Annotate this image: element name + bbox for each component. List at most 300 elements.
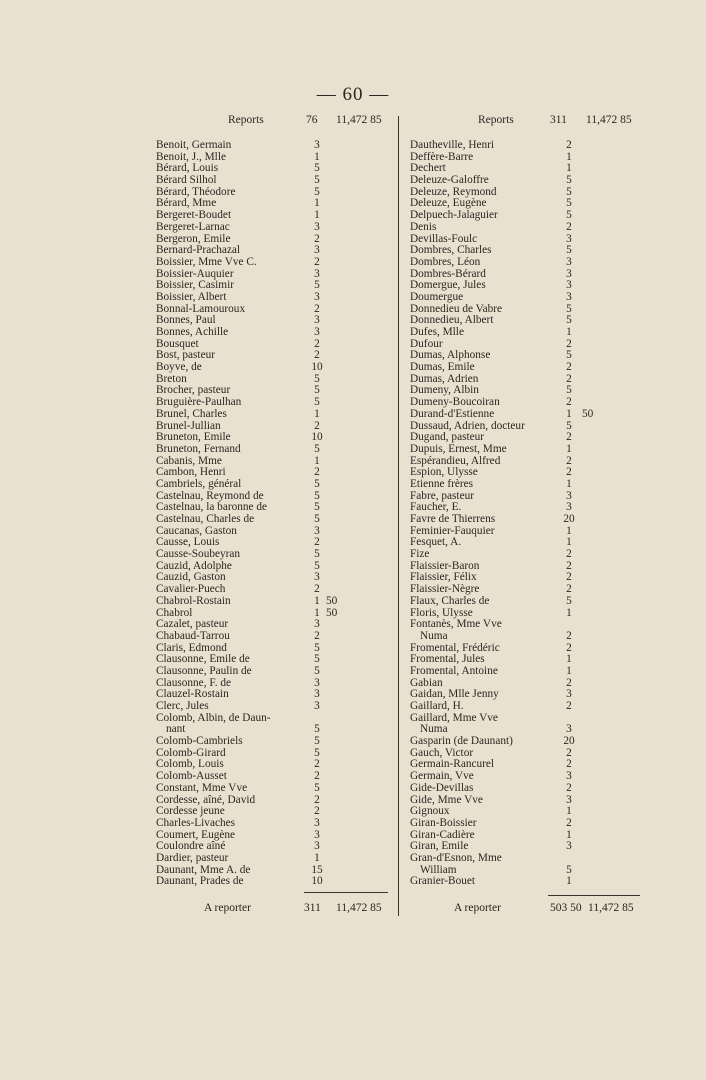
subscriber-name: Gauch, Victor — [410, 746, 474, 759]
subscriber-name: Claris, Edmond — [156, 641, 227, 654]
subscriber-row — [410, 514, 642, 526]
subscriber-name: Germain, Vve — [410, 770, 474, 783]
subscriber-row — [156, 783, 390, 795]
subscription-francs: 5 — [314, 279, 320, 292]
subscription-francs: 3 — [314, 571, 320, 584]
subscriber-name: Faucher, E. — [410, 501, 462, 514]
subscription-francs: 2 — [566, 746, 572, 759]
subscriber-name: Fromental, Frédéric — [410, 641, 500, 654]
subscription-francs: 5 — [314, 653, 320, 666]
subscriber-name: Gabian — [410, 676, 443, 689]
subscription-francs: 2 — [566, 431, 572, 444]
subscription-francs: 3 — [314, 220, 320, 233]
subscription-francs: 1 — [566, 524, 572, 537]
subscription-francs: 3 — [314, 828, 320, 841]
left-footer-total: 11,472 85 — [336, 902, 382, 914]
subscription-francs: 2 — [566, 361, 572, 374]
subscriber-name: Dechert — [410, 162, 446, 175]
subscriber-name: Gaillard, H. — [410, 700, 464, 712]
subscriber-name: Fabre, pasteur — [410, 489, 474, 502]
subscription-francs: 5 — [314, 641, 320, 654]
left-header-count: 76 — [306, 114, 318, 126]
subscription-francs: 1 — [314, 606, 320, 619]
subscriber-row — [156, 549, 390, 561]
subscriber-name: Brocher, pasteur — [156, 384, 231, 397]
subscription-francs: 5 — [566, 384, 572, 397]
subscription-centimes: 50 — [326, 594, 338, 607]
subscription-francs: 1 — [566, 407, 572, 420]
subscription-francs: 20 — [563, 513, 575, 525]
subscription-francs: 10 — [311, 875, 323, 888]
left-header-total: 11,472 85 — [336, 114, 382, 126]
subscription-francs: 3 — [314, 267, 320, 280]
subscriber-name: Feminier-Fauquier — [410, 524, 495, 537]
subscription-francs: 5 — [314, 746, 320, 759]
subscription-francs: 1 — [566, 536, 572, 549]
subscription-francs: 2 — [314, 302, 320, 315]
subscription-francs: 2 — [566, 700, 572, 712]
subscriber-row — [410, 549, 642, 561]
subscriber-name: Bergeret-Boudet — [156, 209, 232, 222]
subscriber-row — [156, 409, 390, 421]
subscriber-row — [410, 210, 642, 222]
subscription-francs: 2 — [566, 629, 572, 642]
subscription-francs: 20 — [563, 735, 575, 748]
subscriber-name: Charles-Livaches — [156, 816, 236, 829]
subscriber-row — [156, 362, 390, 374]
subscriber-name: Dumeny-Boucoiran — [410, 396, 500, 409]
subscription-francs: 15 — [311, 863, 323, 876]
subscription-francs: 5 — [566, 302, 572, 315]
subscriber-row — [410, 666, 642, 678]
subscriber-name: Causse, Louis — [156, 536, 220, 549]
subscriber-name: Espérandieu, Alfred — [410, 454, 501, 467]
subscriber-name: Breton — [156, 372, 187, 385]
subscription-francs: 5 — [566, 314, 572, 327]
subscription-francs: 5 — [314, 442, 320, 455]
subscription-francs: 1 — [566, 653, 572, 666]
right-header-label: Reports — [478, 114, 514, 126]
subscriber-name: Castelnau, la baronne de — [156, 501, 268, 514]
subscription-francs: 1 — [566, 805, 572, 818]
subscription-francs: 2 — [566, 571, 572, 584]
subscriber-name: Dumeny, Albin — [410, 384, 479, 397]
subscription-francs: 3 — [314, 314, 320, 327]
subscriber-name: Colomb, Albin, de Daun- — [156, 711, 271, 724]
subscription-francs: 5 — [566, 244, 572, 257]
subscription-francs: 3 — [566, 255, 572, 268]
subscriber-row — [410, 222, 642, 234]
subscriber-name: Dumas, Alphonse — [410, 349, 491, 362]
subscriber-name: Cauzid, Adolphe — [156, 559, 232, 572]
subscriber-row — [410, 175, 642, 187]
subscriber-row — [156, 666, 390, 678]
subscriber-name: Denis — [410, 220, 437, 233]
subscription-francs: 5 — [314, 559, 320, 572]
subscriber-name: Bruneton, Fernand — [156, 442, 241, 455]
subscription-francs: 5 — [566, 419, 572, 432]
subscriber-name: nant — [166, 723, 186, 736]
subscription-francs: 2 — [314, 466, 320, 479]
subscription-francs: 2 — [566, 454, 572, 467]
subscriber-name: Fontanès, Mme Vve — [410, 618, 502, 631]
subscription-francs: 2 — [566, 641, 572, 654]
subscriber-name: Cordesse, aîné, David — [156, 793, 256, 806]
subscription-francs: 1 — [566, 875, 572, 888]
subscription-francs: 1 — [566, 326, 572, 338]
subscriber-name: Cavalier-Puech — [156, 583, 226, 596]
subscriber-name: Bruneton, Emile — [156, 431, 231, 444]
subscription-francs: 2 — [314, 349, 320, 362]
subscription-francs: 1 — [566, 664, 572, 677]
subscriber-name: Deffère-Barre — [410, 150, 474, 163]
subscription-francs: 1 — [314, 150, 320, 163]
subscriber-name: Clausonne, Emile de — [156, 653, 250, 666]
subscriber-name: Deleuze-Galoffre — [410, 174, 489, 187]
subscriber-name: Causse-Soubeyran — [156, 548, 241, 561]
subscription-francs: 3 — [314, 618, 320, 631]
subscriber-name: Gide-Devillas — [410, 781, 474, 794]
subscriber-name: Numa — [420, 629, 448, 642]
subscription-francs: 2 — [566, 139, 572, 151]
subscription-francs: 5 — [314, 384, 320, 397]
subscription-francs: 2 — [566, 372, 572, 385]
left-footer-count: 311 — [304, 902, 321, 914]
subscriber-name: Boissier, Mme Vve C. — [156, 255, 257, 268]
right-total-rule — [548, 895, 640, 896]
subscriber-name: Benoit, J., Mlle — [156, 150, 226, 163]
subscriber-name: Benoit, Germain — [156, 139, 232, 151]
subscriber-name: Dombres, Charles — [410, 244, 492, 257]
subscriber-name: Granier-Bouet — [410, 875, 476, 888]
subscriber-name: Flaissier-Nègre — [410, 583, 480, 596]
subscription-francs: 3 — [314, 700, 320, 712]
subscription-francs: 2 — [566, 583, 572, 596]
subscription-francs: 5 — [314, 548, 320, 561]
subscriber-name: Dussaud, Adrien, docteur — [410, 419, 525, 432]
subscriber-name: Dombres, Léon — [410, 255, 481, 268]
subscriber-name: Donnedieu, Albert — [410, 314, 494, 327]
subscriber-name: Germain-Rancurel — [410, 758, 495, 771]
subscription-francs: 1 — [566, 606, 572, 619]
subscription-francs: 3 — [314, 816, 320, 829]
subscriber-name: Dautheville, Henri — [410, 139, 495, 151]
subscriber-name: Etienne frères — [410, 477, 474, 490]
subscription-francs: 5 — [566, 185, 572, 198]
subscriber-name: Durand-d'Estienne — [410, 407, 495, 420]
subscription-francs: 3 — [566, 232, 572, 245]
subscriber-row — [156, 175, 390, 187]
subscription-francs: 2 — [566, 220, 572, 233]
right-footer-total: 11,472 85 — [588, 902, 634, 914]
subscription-francs: 3 — [314, 290, 320, 303]
right-header-count: 311 — [550, 114, 567, 126]
right-subscriber-list — [410, 140, 642, 888]
subscriber-name: Fromental, Jules — [410, 653, 485, 666]
subscriber-name: Bérard, Louis — [156, 162, 219, 175]
subscription-francs: 3 — [566, 279, 572, 292]
right-column — [410, 114, 642, 888]
subscription-francs: 2 — [314, 793, 320, 806]
subscription-francs: 3 — [566, 793, 572, 806]
subscriber-name: Coulondre aîné — [156, 840, 226, 853]
subscriber-name: Gaillard, Mme Vve — [410, 711, 498, 724]
subscriber-name: Fromental, Antoine — [410, 664, 498, 677]
subscriber-name: Clausonne, Paulin de — [156, 664, 252, 677]
subscription-francs: 5 — [566, 594, 572, 607]
subscriber-name: Gaidan, Mlle Jenny — [410, 688, 499, 701]
subscriber-name: Giran-Boissier — [410, 816, 477, 829]
subscriber-row — [410, 257, 642, 269]
subscription-francs: 10 — [311, 361, 323, 374]
left-carried-forward-header — [156, 114, 390, 136]
subscriber-name: Bonnes, Achille — [156, 326, 229, 338]
subscription-francs: 5 — [314, 664, 320, 677]
subscriber-name: Caucanas, Gaston — [156, 524, 237, 537]
subscription-francs: 3 — [314, 840, 320, 853]
subscriber-name: Bonnal-Lamouroux — [156, 302, 246, 315]
subscriber-name: William — [420, 863, 457, 876]
subscriber-row — [410, 292, 642, 304]
subscription-francs: 1 — [314, 197, 320, 210]
subscriber-name: Chabaud-Tarrou — [156, 629, 230, 642]
subscription-francs: 5 — [314, 477, 320, 490]
subscriber-name: Giran, Emile — [410, 840, 469, 853]
subscriber-row — [156, 514, 390, 526]
subscriber-name: Boissier, Casimir — [156, 279, 234, 292]
subscriber-name: Clausonne, F. de — [156, 676, 232, 689]
left-header-label: Reports — [228, 114, 264, 126]
subscriber-name: Bérard, Théodore — [156, 185, 236, 198]
subscriber-name: Brunel, Charles — [156, 407, 227, 420]
subscriber-row — [410, 818, 642, 830]
subscriber-row — [156, 853, 390, 865]
subscription-francs: 2 — [566, 676, 572, 689]
subscriber-name: Dupuis, Ernest, Mme — [410, 442, 507, 455]
subscriber-name: Bergeron, Emile — [156, 232, 231, 245]
subscription-francs: 2 — [314, 419, 320, 432]
subscriber-name: Doumergue — [410, 290, 464, 303]
page-number: — 60 — — [316, 84, 390, 105]
subscriber-name: Colomb-Ausset — [156, 770, 227, 783]
subscriber-name: Flaux, Charles de — [410, 594, 490, 607]
subscriber-name: Donnedieu de Vabre — [410, 302, 503, 315]
subscriber-row — [156, 257, 390, 269]
subscriber-row — [410, 631, 642, 643]
subscription-francs: 2 — [314, 337, 320, 350]
subscription-francs: 2 — [566, 548, 572, 561]
subscriber-name: Bernard-Prachazal — [156, 244, 241, 257]
subscription-francs: 2 — [314, 629, 320, 642]
subscriber-name: Deleuze, Eugène — [410, 197, 487, 210]
subscriber-name: Daunant, Mme A. de — [156, 863, 251, 876]
subscription-francs: 5 — [314, 735, 320, 748]
subscription-francs: 1 — [314, 209, 320, 222]
subscriber-row — [410, 362, 642, 374]
subscriber-name: Colomb-Girard — [156, 746, 226, 759]
subscription-francs: 2 — [566, 559, 572, 572]
subscription-francs: 3 — [314, 326, 320, 338]
subscriber-name: Cauzid, Gaston — [156, 571, 226, 584]
subscriber-row — [156, 713, 390, 725]
subscriber-name: Fize — [410, 548, 430, 561]
subscription-francs: 3 — [566, 770, 572, 783]
subscriber-name: Castelnau, Reymond de — [156, 489, 264, 502]
subscription-francs: 3 — [566, 489, 572, 502]
subscription-francs: 10 — [311, 431, 323, 444]
subscription-francs: 5 — [566, 209, 572, 222]
subscriber-row — [410, 479, 642, 491]
subscriber-name: Dufour — [410, 337, 443, 350]
subscription-francs: 5 — [314, 501, 320, 514]
subscriber-row — [156, 222, 390, 234]
subscriber-name: Brunel-Jullian — [156, 419, 221, 432]
subscriber-row — [156, 140, 390, 152]
subscriber-name: Boissier, Albert — [156, 290, 227, 303]
subscription-francs: 1 — [566, 442, 572, 455]
subscriber-name: Deleuze, Reymond — [410, 185, 497, 198]
right-carry-over-footer — [410, 902, 642, 916]
subscriber-row — [410, 409, 642, 421]
subscriber-row — [156, 292, 390, 304]
subscription-francs: 1 — [566, 477, 572, 490]
subscription-francs: 1 — [314, 454, 320, 467]
subscriber-name: Dombres-Bérard — [410, 267, 486, 280]
subscription-francs: 2 — [566, 781, 572, 794]
subscriber-name: Cambriels, général — [156, 477, 242, 490]
subscription-francs: 3 — [314, 524, 320, 537]
subscription-francs: 2 — [314, 255, 320, 268]
subscriber-name: Cordesse jeune — [156, 805, 225, 818]
subscriber-row — [410, 596, 642, 608]
left-footer-label: A reporter — [204, 902, 251, 914]
subscription-francs: 2 — [314, 583, 320, 596]
subscription-francs: 1 — [314, 851, 320, 864]
subscriber-row — [156, 631, 390, 643]
subscriber-name: Gignoux — [410, 805, 450, 818]
subscription-francs: 5 — [314, 723, 320, 736]
subscription-francs: 2 — [566, 396, 572, 409]
subscription-francs: 2 — [314, 232, 320, 245]
subscription-francs: 5 — [314, 174, 320, 187]
subscriber-row — [156, 479, 390, 491]
subscription-francs: 5 — [314, 396, 320, 409]
subscriber-row — [410, 537, 642, 549]
subscriber-name: Clerc, Jules — [156, 700, 209, 712]
subscriber-row — [410, 783, 642, 795]
subscription-francs: 3 — [566, 723, 572, 736]
subscriber-name: Favre de Thierrens — [410, 513, 496, 525]
subscriber-row — [410, 736, 642, 748]
subscription-francs: 3 — [314, 244, 320, 257]
subscriber-row — [156, 818, 390, 830]
subscriber-row — [156, 701, 390, 713]
subscriber-name: Bost, pasteur — [156, 349, 215, 362]
subscriber-name: Bérard Silhol — [156, 174, 217, 187]
subscription-francs: 1 — [314, 594, 320, 607]
subscriber-name: Dufes, Mlle — [410, 326, 464, 338]
subscription-francs: 3 — [314, 688, 320, 701]
subscriber-name: Castelnau, Charles de — [156, 513, 255, 525]
subscriber-name: Dugand, pasteur — [410, 431, 485, 444]
subscription-francs: 2 — [314, 805, 320, 818]
subscription-francs: 3 — [566, 267, 572, 280]
subscriber-name: Gasparin (de Daunant) — [410, 735, 513, 748]
left-column — [156, 114, 390, 888]
subscriber-row — [156, 736, 390, 748]
subscription-francs: 3 — [566, 501, 572, 514]
subscriber-name: Coumert, Eugène — [156, 828, 236, 841]
subscriber-row — [410, 701, 642, 713]
subscriber-row — [410, 140, 642, 152]
subscription-francs: 3 — [566, 290, 572, 303]
subscriber-row — [410, 853, 642, 865]
subscription-francs: 1 — [566, 150, 572, 163]
subscriber-name: Cambon, Henri — [156, 466, 226, 479]
subscription-francs: 2 — [314, 536, 320, 549]
subscription-francs: 1 — [566, 828, 572, 841]
subscriber-name: Bonnes, Paul — [156, 314, 216, 327]
subscriber-name: Fesquet, A. — [410, 536, 462, 549]
left-subscriber-list — [156, 140, 390, 888]
subscription-francs: 5 — [314, 489, 320, 502]
subscriber-name: Chabrol-Rostain — [156, 594, 231, 607]
subscription-francs: 2 — [314, 758, 320, 771]
subscriber-name: Dardier, pasteur — [156, 851, 229, 864]
subscriber-name: Numa — [420, 723, 448, 736]
subscriber-row — [156, 596, 390, 608]
subscriber-name: Delpuech-Jalaguier — [410, 209, 498, 222]
subscriber-name: Bérard, Mme — [156, 197, 217, 210]
subscriber-name: Boissier-Auquier — [156, 267, 234, 280]
left-total-rule — [304, 892, 388, 893]
subscription-francs: 5 — [314, 162, 320, 175]
subscriber-name: Cabanis, Mme — [156, 454, 222, 467]
subscription-francs: 1 — [566, 162, 572, 175]
subscription-francs: 3 — [566, 840, 572, 853]
subscriber-name: Flaissier, Félix — [410, 571, 477, 584]
subscriber-name: Flaissier-Baron — [410, 559, 480, 572]
column-divider — [398, 116, 399, 916]
subscription-centimes: 50 — [326, 606, 338, 619]
subscription-francs: 5 — [314, 781, 320, 794]
subscriber-name: Gide, Mme Vve — [410, 793, 483, 806]
subscriber-name: Colomb-Cambriels — [156, 735, 243, 748]
subscription-centimes: 50 — [582, 407, 594, 420]
subscriber-name: Colomb, Louis — [156, 758, 224, 771]
subscriber-name: Chabrol — [156, 606, 193, 619]
subscription-francs: 5 — [314, 185, 320, 198]
subscriber-name: Bousquet — [156, 337, 199, 350]
subscriber-name: Boyve, de — [156, 361, 202, 374]
subscription-francs: 1 — [314, 407, 320, 420]
subscriber-name: Daunant, Prades de — [156, 875, 244, 888]
subscriber-name: Constant, Mme Vve — [156, 781, 248, 794]
subscriber-name: Devillas-Foulc — [410, 232, 478, 245]
subscription-francs: 2 — [566, 758, 572, 771]
subscriber-name: Giran-Cadière — [410, 828, 475, 841]
subscriber-row — [156, 876, 390, 888]
subscription-francs: 5 — [314, 372, 320, 385]
subscription-francs: 2 — [314, 770, 320, 783]
subscriber-row — [156, 444, 390, 456]
subscriber-name: Domergue, Jules — [410, 279, 486, 292]
subscription-francs: 3 — [314, 676, 320, 689]
subscriber-name: Clauzel-Rostain — [156, 688, 229, 701]
subscriber-row — [410, 876, 642, 888]
left-carry-over-footer — [156, 902, 390, 916]
subscriber-name: Dumas, Adrien — [410, 372, 479, 385]
